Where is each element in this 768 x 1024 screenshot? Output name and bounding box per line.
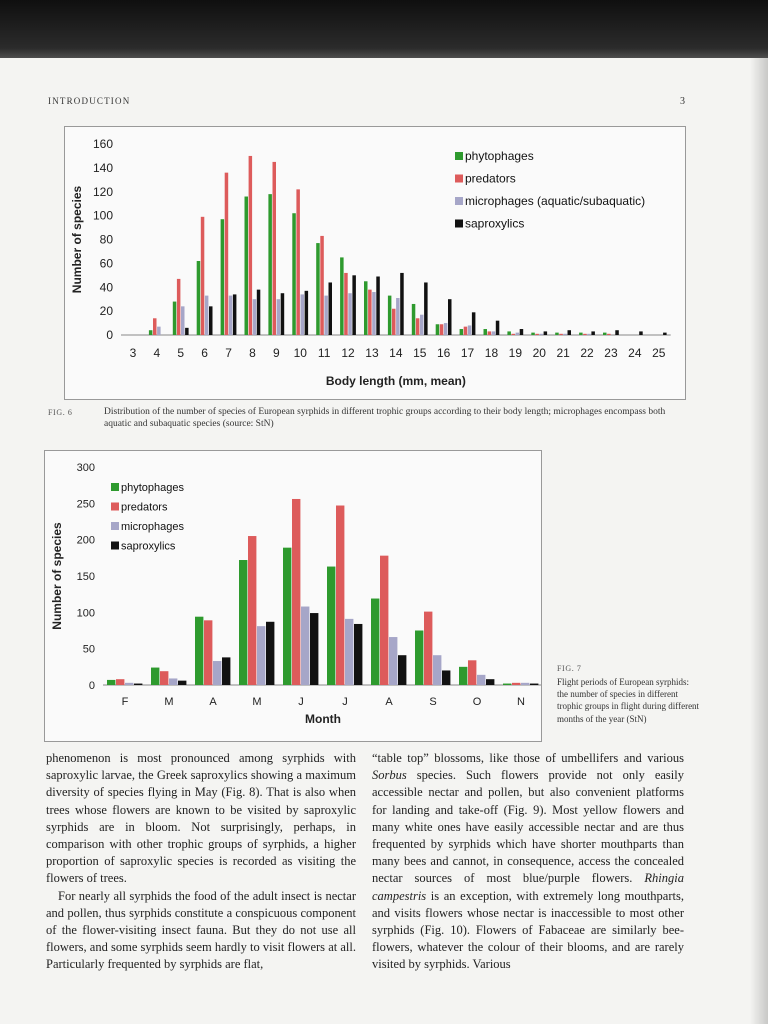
legend-label-microphages: microphages — [121, 521, 184, 533]
bar-saproxylics — [400, 273, 404, 335]
y-axis-title: Number of species — [50, 522, 64, 630]
bar-phytophages — [603, 333, 607, 335]
x-tick-label: 11 — [317, 346, 331, 360]
figure-7-caption: Flight periods of European syrphids: the number of species in different trophic groups in flight during different months of the year (StN) — [557, 677, 700, 724]
bar-predators — [464, 327, 468, 335]
x-tick-label: 5 — [177, 346, 185, 360]
bar-saproxylics — [178, 681, 186, 685]
bar-saproxylics — [281, 293, 285, 335]
bar-predators — [488, 331, 492, 335]
bar-saproxylics — [520, 329, 524, 335]
bar-microphages — [213, 661, 221, 685]
body-column-left — [46, 750, 356, 974]
bar-predators — [320, 236, 324, 335]
bar-microphages — [229, 296, 233, 335]
bar-predators — [512, 334, 516, 335]
bar-phytophages — [484, 329, 488, 335]
x-tick-label: 4 — [153, 346, 161, 360]
bar-saproxylics — [442, 670, 450, 685]
bar-saproxylics — [615, 330, 619, 335]
bar-microphages — [521, 683, 529, 685]
bar-predators — [248, 536, 256, 685]
x-tick-label: 25 — [652, 346, 666, 360]
legend-swatch-phytophages — [111, 483, 119, 491]
bar-microphages — [125, 683, 133, 685]
legend-swatch-microphages — [455, 197, 463, 205]
x-tick-label: 16 — [436, 346, 451, 360]
bar-saproxylics — [376, 277, 380, 335]
bar-saproxylics — [496, 321, 500, 335]
page-number: 3 — [680, 96, 685, 107]
legend-swatch-saproxylics — [111, 542, 119, 550]
figure-7-label: FIG. 7 — [557, 664, 582, 673]
bar-microphages — [181, 306, 185, 335]
body-column-right — [372, 750, 684, 974]
bar-predators — [380, 556, 388, 685]
bar-phytophages — [239, 560, 247, 685]
bar-saproxylics — [663, 333, 667, 335]
bar-microphages — [516, 333, 520, 335]
bar-saproxylics — [544, 331, 548, 335]
bar-saproxylics — [354, 624, 362, 685]
bar-microphages — [253, 299, 257, 335]
bar-microphages — [301, 607, 309, 685]
bar-phytophages — [316, 243, 320, 335]
y-tick-label: 40 — [99, 280, 113, 295]
legend-label-predators: predators — [121, 501, 168, 514]
running-head: INTRODUCTION — [48, 96, 131, 106]
bar-phytophages — [151, 668, 159, 685]
bar-microphages — [205, 296, 209, 335]
y-tick-label: 150 — [76, 571, 95, 583]
x-tick-label: A — [209, 696, 217, 708]
body-length-chart-svg — [65, 127, 685, 399]
x-tick-label: 23 — [604, 346, 618, 360]
x-tick-label: 7 — [225, 346, 232, 360]
bar-microphages — [277, 299, 281, 335]
bar-predators — [512, 683, 520, 685]
bar-phytophages — [173, 302, 177, 335]
bar-microphages — [468, 325, 472, 335]
bar-microphages — [301, 294, 305, 335]
bar-predators — [116, 679, 124, 685]
bar-phytophages — [364, 281, 368, 335]
bar-saproxylics — [185, 328, 189, 335]
bar-predators — [177, 279, 181, 335]
body-text: is an exception, with extremely long mouthparts, and visits flowers whose nectar is inaccessible to most other syrphids (Fig. 10). Flowers of Fabaceae are similarly bee-flowers, whatever the colour of their blooms, and are rarely visited by syrphids. Various — [372, 888, 684, 972]
bar-microphages — [563, 334, 567, 335]
bar-phytophages — [415, 631, 423, 686]
taxon-name: Sorbus — [372, 768, 407, 783]
bar-phytophages — [460, 329, 464, 335]
bar-phytophages — [340, 257, 344, 335]
bar-saproxylics — [486, 679, 494, 685]
bar-microphages — [420, 315, 424, 335]
bar-predators — [416, 318, 420, 335]
bar-microphages — [492, 331, 496, 335]
x-tick-label: 6 — [201, 346, 208, 360]
legend-label-phytophages: phytophages — [465, 149, 534, 163]
bar-phytophages — [107, 680, 115, 685]
bar-microphages — [324, 296, 328, 335]
x-tick-label: M — [164, 696, 174, 708]
bar-saproxylics — [209, 306, 213, 335]
legend-swatch-predators — [111, 503, 119, 511]
bar-microphages — [396, 298, 400, 335]
figure-6-label: FIG. 6 — [48, 408, 73, 417]
bar-saproxylics — [310, 613, 318, 685]
x-tick-label: J — [342, 696, 348, 708]
legend-swatch-saproxylics — [455, 220, 463, 228]
legend-swatch-microphages — [111, 522, 119, 530]
body-paragraph — [372, 750, 684, 974]
y-tick-label: 60 — [99, 256, 113, 271]
bar-predators — [392, 309, 396, 335]
bar-saproxylics — [222, 657, 230, 685]
bar-phytophages — [268, 194, 272, 335]
x-tick-label: 22 — [580, 346, 594, 360]
bar-saproxylics — [305, 291, 309, 335]
bar-microphages — [444, 323, 448, 335]
y-tick-label: 120 — [92, 184, 113, 199]
bar-predators — [336, 506, 344, 685]
bar-saproxylics — [568, 330, 572, 335]
y-axis-title: Number of species — [70, 185, 84, 294]
bar-saproxylics — [448, 299, 452, 335]
bar-predators — [368, 290, 372, 335]
bar-phytophages — [531, 333, 535, 335]
bar-predators — [607, 334, 611, 335]
figure-6-chart — [64, 126, 686, 400]
bar-phytophages — [245, 197, 249, 335]
x-tick-label: 9 — [273, 346, 280, 360]
x-tick-label: O — [472, 696, 482, 708]
x-tick-label: F — [121, 696, 129, 708]
x-tick-label: 8 — [249, 346, 256, 360]
bar-saproxylics — [472, 312, 476, 335]
bar-phytophages — [221, 219, 225, 335]
bar-predators — [344, 273, 348, 335]
bar-saproxylics — [257, 290, 261, 335]
x-tick-label: 18 — [484, 346, 499, 360]
bar-phytophages — [436, 324, 440, 335]
bar-predators — [583, 334, 587, 335]
body-text: species. Such flowers provide not only easily accessible nectar and pollen, but also convenient platforms for landing and take-off (Fig. 9). Most yellow flowers and many white ones have easily accessible nectar and are thus frequented by syrphids which have shorter mouthparts than many bees and cannot, in consequence, access the concealed nectar sources of most blue/purple flowers. — [372, 768, 684, 886]
x-tick-label: N — [517, 696, 525, 708]
bar-microphages — [587, 334, 591, 335]
y-tick-label: 100 — [92, 208, 113, 223]
bar-phytophages — [412, 304, 416, 335]
y-tick-label: 160 — [92, 137, 113, 151]
legend-label-saproxylics: saproxylics — [121, 540, 176, 553]
y-tick-label: 250 — [76, 498, 95, 511]
bar-microphages — [389, 637, 397, 685]
bar-predators — [292, 499, 300, 685]
bar-microphages — [345, 619, 353, 685]
bar-microphages — [169, 678, 177, 685]
x-tick-label: A — [385, 696, 393, 708]
x-axis-title: Month — [305, 712, 341, 726]
x-tick-label: 17 — [460, 346, 475, 360]
bar-predators — [201, 217, 205, 335]
bar-phytophages — [459, 667, 467, 685]
bar-saproxylics — [424, 282, 428, 335]
bar-predators — [160, 671, 168, 685]
bar-predators — [559, 334, 563, 335]
bar-saproxylics — [266, 622, 274, 685]
bar-microphages — [257, 626, 265, 685]
bar-microphages — [348, 293, 352, 335]
bar-saproxylics — [591, 331, 595, 335]
body-paragraph: For nearly all syrphids the food of the adult insect is nectar and pollen, thus syrphids constitute a conspicuous component of the flower-visiting insect fauna. But they do not use all flowers, and some syrphids seem hardly to visit flowers at all. Particularly frequented by syrphids are flat, — [46, 888, 356, 972]
x-tick-label: 3 — [129, 346, 137, 360]
x-axis-title: Body length (mm, mean) — [325, 374, 466, 388]
bar-saproxylics — [530, 684, 538, 685]
bar-phytophages — [555, 333, 559, 335]
bar-predators — [424, 612, 432, 685]
y-tick-label: 80 — [99, 232, 113, 247]
bar-saproxylics — [398, 655, 406, 685]
bar-predators — [468, 660, 476, 685]
bar-predators — [204, 620, 212, 685]
x-tick-label: 19 — [508, 346, 523, 360]
y-tick-label: 140 — [92, 160, 113, 175]
legend-label-microphages: microphages (aquatic/subaquatic) — [465, 194, 646, 208]
bar-phytophages — [371, 599, 379, 685]
bar-phytophages — [149, 330, 153, 335]
x-tick-label: 24 — [628, 346, 642, 360]
bar-microphages — [477, 675, 485, 685]
bar-phytophages — [327, 567, 335, 685]
body-paragraph: phenomenon is most pronounced among syrphids with saproxylic larvae, the Greek saproxylics showing a maximum diversity of species flying in May (Fig. 8). That is also when trees whose flowers are known to be visited by saproxylic syrphids are in bloom. Not surprisingly, perhaps, in comparison with other trophic groups of syrphids, a higher proportion of saproxylic species is recorded as visiting the flowers of trees. — [46, 751, 356, 886]
legend-label-predators: predators — [465, 171, 516, 186]
bar-saproxylics — [329, 282, 333, 335]
bar-predators — [273, 162, 277, 335]
figure-7-chart — [44, 450, 542, 742]
y-tick-label: 0 — [88, 680, 95, 692]
y-tick-label: 0 — [106, 328, 113, 342]
bar-saproxylics — [233, 294, 237, 335]
bar-phytophages — [195, 617, 203, 685]
x-tick-label: S — [429, 696, 437, 708]
page-gutter-shadow — [750, 58, 768, 1024]
bar-phytophages — [507, 331, 511, 335]
bar-phytophages — [503, 684, 511, 685]
legend-label-saproxylics: saproxylics — [465, 216, 525, 231]
bar-phytophages — [197, 261, 201, 335]
bar-phytophages — [579, 333, 583, 335]
x-tick-label: M — [252, 696, 262, 708]
bar-phytophages — [283, 548, 291, 685]
y-tick-label: 20 — [99, 304, 113, 319]
bar-predators — [440, 324, 444, 335]
bar-microphages — [372, 292, 376, 335]
bar-predators — [153, 318, 157, 335]
bar-predators — [535, 334, 539, 335]
legend-swatch-phytophages — [455, 152, 463, 160]
y-tick-label: 300 — [76, 462, 95, 474]
bar-predators — [296, 189, 300, 335]
flight-period-chart-svg — [45, 451, 541, 741]
bar-microphages — [540, 334, 544, 335]
x-tick-label: J — [298, 696, 304, 708]
legend-label-phytophages: phytophages — [121, 482, 184, 494]
x-tick-label: 10 — [293, 346, 307, 360]
legend-swatch-predators — [455, 175, 463, 183]
taxon-name: Rhingia campestris — [372, 871, 684, 903]
bar-phytophages — [388, 296, 392, 335]
bar-saproxylics — [352, 275, 356, 335]
bar-microphages — [433, 655, 441, 685]
x-tick-label: 15 — [413, 346, 427, 360]
bar-saproxylics — [134, 684, 142, 685]
bar-phytophages — [292, 213, 296, 335]
x-tick-label: 13 — [365, 346, 379, 360]
y-tick-label: 50 — [82, 643, 95, 656]
bar-saproxylics — [639, 331, 643, 335]
x-tick-label: 12 — [341, 346, 355, 360]
x-tick-label: 20 — [532, 346, 546, 360]
bar-predators — [249, 156, 253, 335]
y-tick-label: 100 — [76, 607, 95, 620]
bar-microphages — [157, 327, 161, 335]
figure-6-caption: Distribution of the number of species of European syrphids in different trophic groups according to their body length; microphages encompass both aquatic and subaquatic species (source: StN) — [104, 407, 666, 429]
body-text: “table top” blossoms, like those of umbellifers and various — [372, 751, 684, 765]
x-tick-label: 21 — [556, 346, 570, 360]
scanner-top-edge — [0, 0, 768, 60]
bar-predators — [225, 173, 229, 335]
y-tick-label: 200 — [76, 534, 95, 547]
x-tick-label: 14 — [389, 346, 403, 360]
